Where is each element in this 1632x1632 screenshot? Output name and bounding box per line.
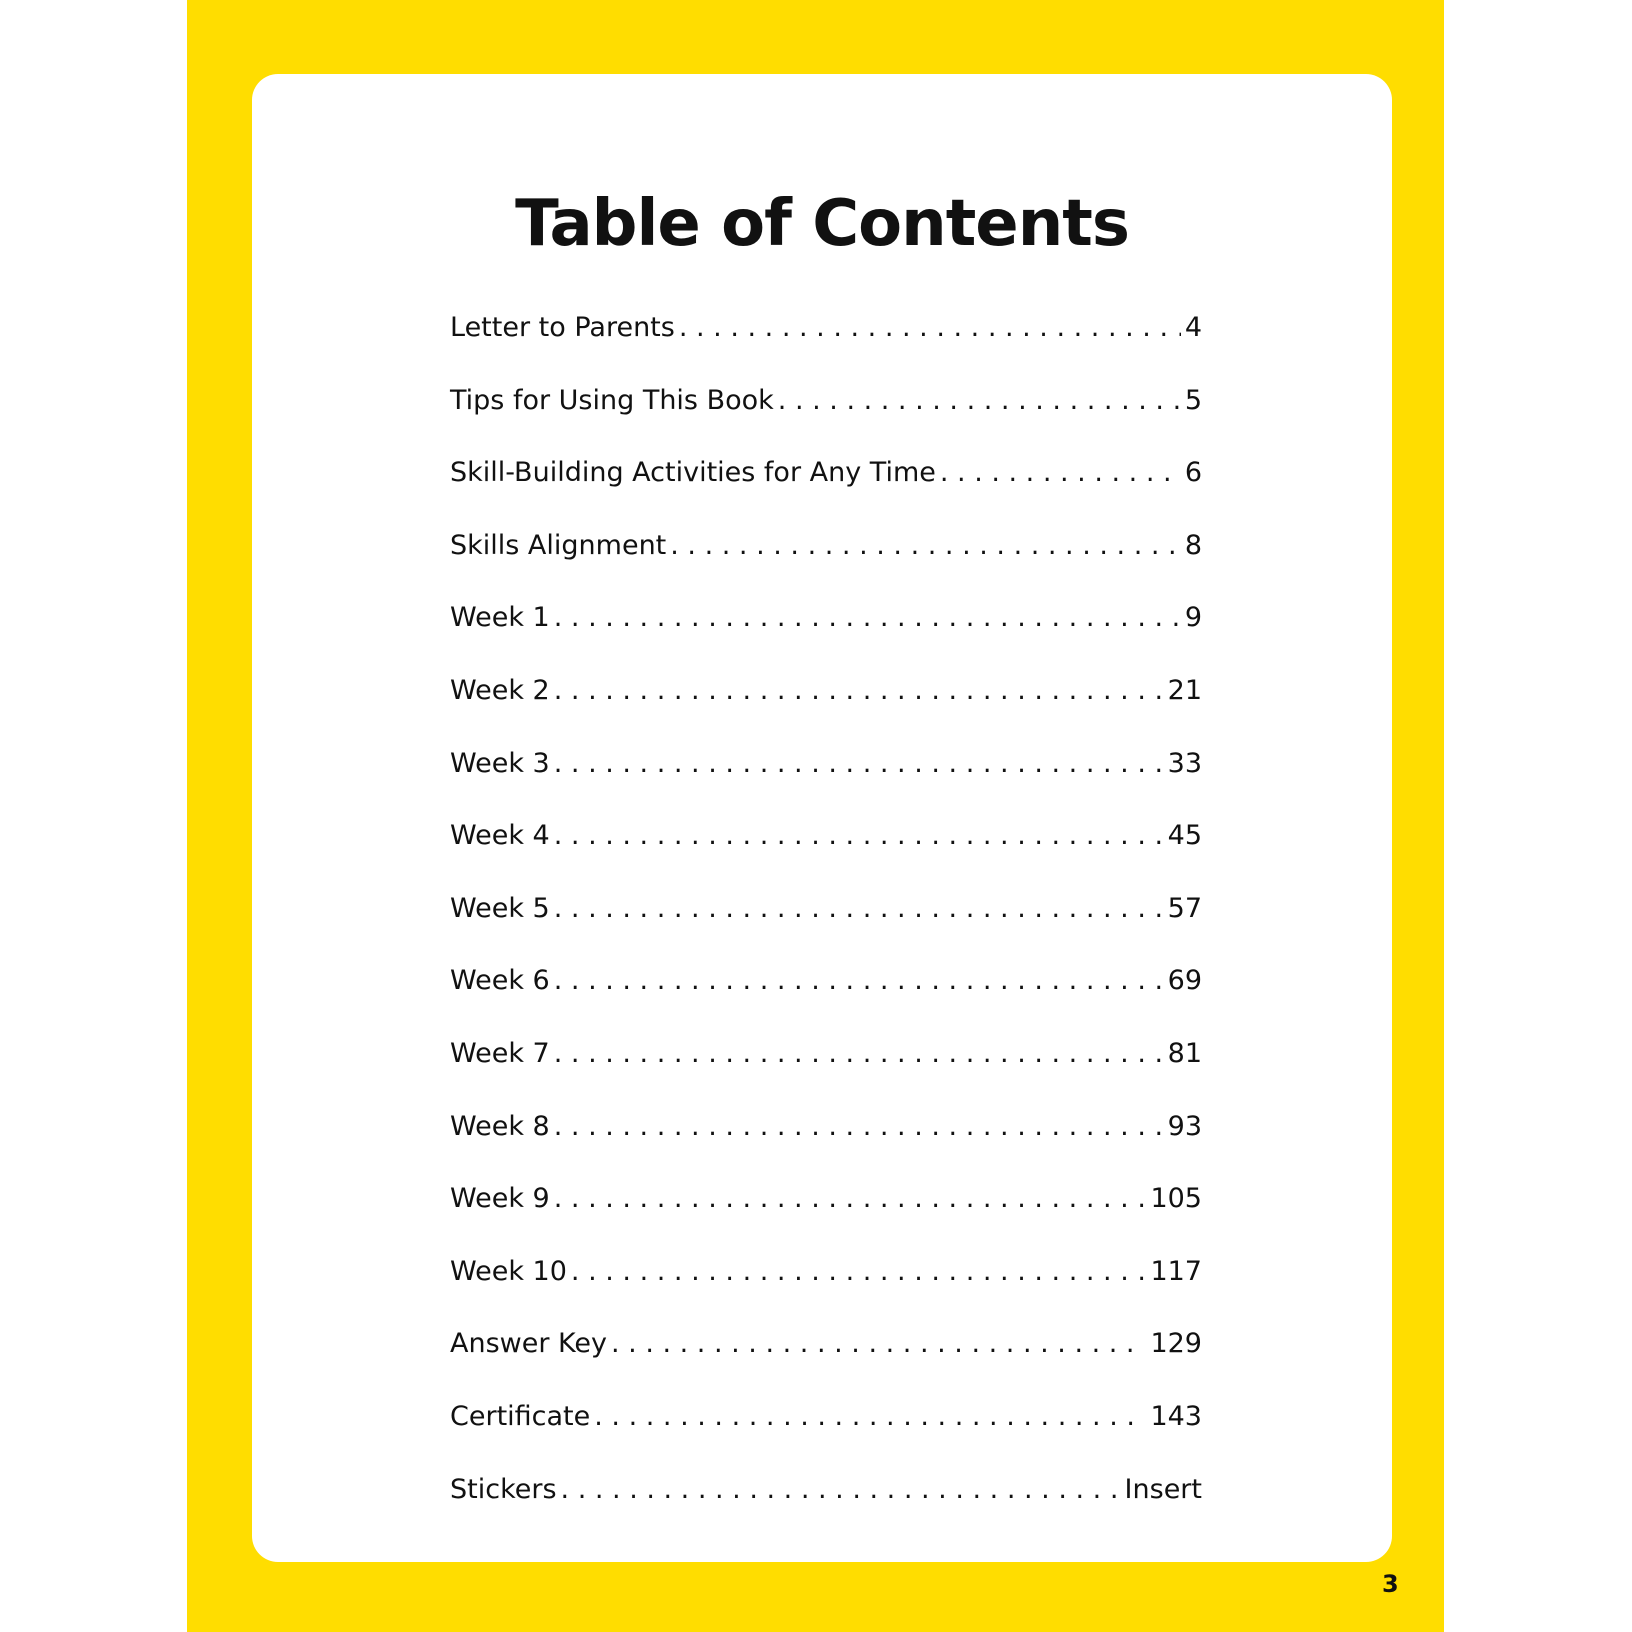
toc-entry[interactable] bbox=[450, 748, 1202, 821]
dot-leader bbox=[554, 1183, 1147, 1214]
toc-entry[interactable] bbox=[450, 965, 1202, 1038]
toc-entry-label: Stickers bbox=[450, 1473, 557, 1505]
toc-entry[interactable] bbox=[450, 1401, 1202, 1474]
dot-leader bbox=[940, 457, 1181, 488]
toc-entry-page: 9 bbox=[1184, 602, 1202, 634]
toc-entry[interactable] bbox=[450, 1183, 1202, 1256]
toc-entry-page: 117 bbox=[1150, 1255, 1202, 1287]
dot-leader bbox=[554, 820, 1164, 851]
toc-entry-page: 105 bbox=[1150, 1183, 1202, 1215]
toc-entry-page: 93 bbox=[1167, 1110, 1202, 1142]
dot-leader bbox=[670, 530, 1181, 561]
dot-leader bbox=[611, 1328, 1146, 1359]
toc-entry[interactable] bbox=[450, 1256, 1202, 1329]
toc-entry-label: Tips for Using This Book bbox=[450, 384, 774, 416]
toc-entry-page: 57 bbox=[1167, 892, 1202, 924]
dot-leader bbox=[554, 675, 1164, 706]
toc-entry-page: 5 bbox=[1184, 384, 1202, 416]
toc-entry-label: Letter to Parents bbox=[450, 312, 675, 343]
toc-list bbox=[450, 312, 1202, 1546]
toc-entry[interactable] bbox=[450, 675, 1202, 748]
toc-entry-label: Week 1 bbox=[450, 602, 550, 634]
toc-entry-label: Week 9 bbox=[450, 1183, 550, 1215]
toc-entry-label: Week 3 bbox=[450, 747, 550, 779]
toc-entry-page: 33 bbox=[1167, 747, 1202, 779]
toc-entry[interactable] bbox=[450, 1474, 1202, 1547]
toc-entry[interactable] bbox=[450, 312, 1202, 385]
toc-entry-label: Week 4 bbox=[450, 820, 550, 852]
page-border bbox=[187, 0, 1444, 1632]
dot-leader bbox=[554, 965, 1164, 996]
toc-entry[interactable] bbox=[450, 893, 1202, 966]
toc-entry-label: Week 5 bbox=[450, 892, 550, 924]
toc-entry-page: 129 bbox=[1150, 1328, 1202, 1360]
toc-entry-label: Skill-Building Activities for Any Time bbox=[450, 457, 936, 489]
toc-entry[interactable] bbox=[450, 530, 1202, 603]
toc-entry-page: 8 bbox=[1184, 529, 1202, 561]
toc-entry-page: 21 bbox=[1167, 674, 1202, 706]
dot-leader bbox=[571, 1256, 1147, 1287]
toc-entry-page: 6 bbox=[1184, 457, 1202, 489]
toc-entry-label: Week 6 bbox=[450, 965, 550, 997]
toc-entry-page: 4 bbox=[1184, 312, 1202, 343]
toc-entry-label: Certificate bbox=[450, 1400, 591, 1432]
toc-entry-label: Week 2 bbox=[450, 674, 550, 706]
contents-card bbox=[252, 74, 1392, 1562]
toc-entry[interactable] bbox=[450, 820, 1202, 893]
dot-leader bbox=[679, 312, 1181, 343]
dot-leader bbox=[554, 1038, 1164, 1069]
dot-leader bbox=[554, 748, 1164, 779]
toc-entry-label: Week 7 bbox=[450, 1037, 550, 1069]
dot-leader bbox=[554, 893, 1164, 924]
page-number: 3 bbox=[1382, 1570, 1399, 1598]
dot-leader bbox=[778, 385, 1181, 416]
toc-entry[interactable] bbox=[450, 457, 1202, 530]
toc-entry-page: 45 bbox=[1167, 820, 1202, 852]
toc-entry[interactable] bbox=[450, 602, 1202, 675]
toc-entry-page: Insert bbox=[1124, 1473, 1202, 1505]
dot-leader bbox=[594, 1401, 1146, 1432]
toc-entry-page: 143 bbox=[1150, 1400, 1202, 1432]
dot-leader bbox=[554, 602, 1181, 633]
toc-entry[interactable] bbox=[450, 1038, 1202, 1111]
toc-entry[interactable] bbox=[450, 1328, 1202, 1401]
toc-entry-label: Week 8 bbox=[450, 1110, 550, 1142]
toc-entry[interactable] bbox=[450, 1111, 1202, 1184]
toc-entry-label: Week 10 bbox=[450, 1255, 567, 1287]
toc-entry-page: 69 bbox=[1167, 965, 1202, 997]
toc-entry[interactable] bbox=[450, 385, 1202, 458]
page-title: Table of Contents bbox=[515, 187, 1129, 261]
toc-entry-label: Answer Key bbox=[450, 1328, 607, 1360]
dot-leader bbox=[554, 1111, 1164, 1142]
toc-entry-label: Skills Alignment bbox=[450, 529, 667, 561]
toc-entry-page: 81 bbox=[1167, 1037, 1202, 1069]
dot-leader bbox=[561, 1474, 1121, 1505]
